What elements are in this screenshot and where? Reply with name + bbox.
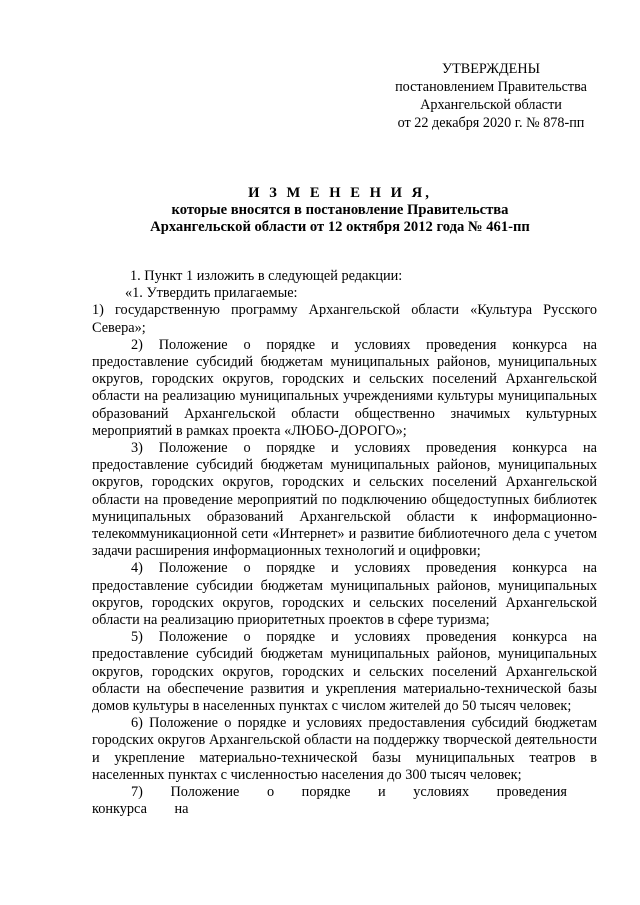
approval-line-4: от 22 декабря 2020 г. № 878-пп bbox=[397, 115, 585, 131]
paragraph-1: 1. Пункт 1 изложить в следующей редакции: bbox=[130, 268, 403, 284]
approval-stamp bbox=[380, 60, 602, 132]
approval-line-1: УТВЕРЖДЕНЫ bbox=[442, 61, 540, 77]
paragraph-2: «1. Утвердить прилагаемые: bbox=[125, 285, 298, 302]
paragraph-8: 6) Положение о порядке и условиях предоставления субсидий бюджетам городских округов Архангельской области на поддержку творческой деятельности и укрепление материально-технической базы муниципальных театров в населенных пунктах с численностью населения до 300 тысяч человек; bbox=[92, 715, 597, 783]
paragraph-9: 7) Положение о порядке и условиях проведения конкурса на bbox=[92, 784, 567, 818]
paragraph-6: 4) Положение о порядке и условиях проведения конкурса на предоставление субсидии бюджетам муниципальных районов, муниципальных округов, городских округов, городских и сельских поселений Архангельской области на реализацию приоритетных проектов в сфере туризма; bbox=[92, 560, 597, 629]
approval-line-3: Архангельской области bbox=[420, 97, 562, 113]
document-title bbox=[60, 185, 620, 236]
title-line-3: Архангельской области от 12 октября 2012 года № 461-пп bbox=[150, 219, 530, 235]
document-body bbox=[92, 268, 597, 819]
title-heading: И З М Е Н Е Н И Я, bbox=[248, 185, 432, 201]
approval-line-2: постановлением Правительства bbox=[395, 79, 587, 95]
paragraph-5: 3) Положение о порядке и условиях проведения конкурса на предоставление субсидий бюджетам муниципальных районов, муниципальных округов, городских округов, городских и сельских поселений Архангельской области на проведение мероприятий по подключению общедоступных библиотек муниципальных образований Архангельской области к информационно-телекоммуникационной сети «Интернет» и развитие библиотечного дела с учетом задачи расширения информационных технологий и оцифровки; bbox=[92, 440, 597, 560]
paragraph-7: 5) Положение о порядке и условиях проведения конкурса на предоставление субсидий бюджетам муниципальных районов, муниципальных округов, городских округов, городских и сельских поселений Архангельской области на обеспечение развития и укрепления материально-технической базы домов культуры в населенных пунктах с числом жителей до 50 тысяч человек; bbox=[92, 629, 597, 715]
paragraph-3: 1) государственную программу Архангельской области «Культура Русского Севера»; bbox=[92, 302, 597, 336]
paragraph-4: 2) Положение о порядке и условиях проведения конкурса на предоставление субсидий бюджетам муниципальных районов, муниципальных округов, городских округов, городских и сельских поселений Архангельской области на реализацию муниципальных учреждениями культуры муниципальных образований Архангельской области общественно значимых культурных мероприятий в рамках проекта «ЛЮБО-ДОРОГО»; bbox=[92, 336, 597, 439]
title-line-2: которые вносятся в постановление Правительства bbox=[171, 202, 509, 218]
